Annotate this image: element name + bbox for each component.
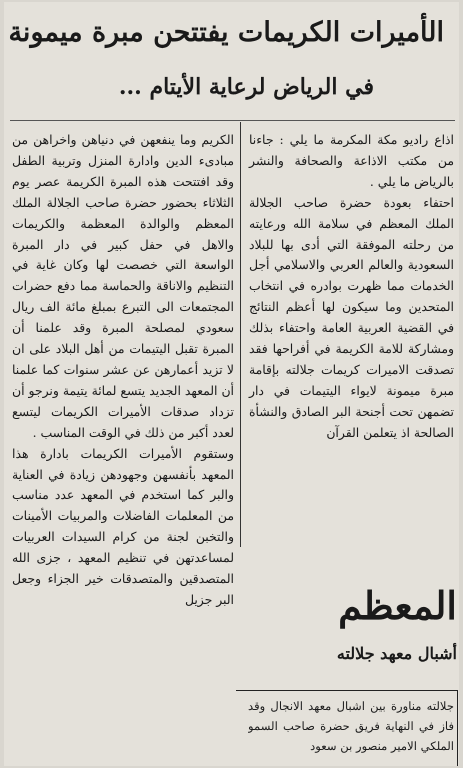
paragraph: الكريم وما ينفعهن في دنياهن واخراهن من مبادىء الدين وادارة المنزل وتربية الطفل وقد افتتحت هذه المبرة الكريمة عصر يوم الثلاثاء بحضور حضرة صاحب الجلالة الملك المعظم والوالدة المعظمة والكريمات والاهل في حفل كبير في دار المبرة الواسعة التي خصصت لها وكان غاية في التنظيم والاناقة والحماسة مما دفع حضرات المجتمعات الى التبرع بمبلغ مائة الف ريال سعودي لمصلحة المبرة وقد علمنا أن المبرة تقبل اليتيمات من أهل البلاد على ان لا تزيد أعمارهن عن عشر سنوات كما علمنا أن المعهد الجديد يتسع لمائة يتيمة ونرجو أن تزداد صدقات الأميرات الكريمات ليتسع لعدد أكبر من ذلك في الوقت المناسب . [12,132,234,440]
second-article-body [248,696,454,766]
paragraph: جلالته مناورة بين اشبال معهد الانجال وقد فاز في النهاية فريق حضرة صاحب السمو الملكي الامير منصور بن سعود [248,699,454,753]
second-article-subheadline: أشبال معهد جلالته [336,644,457,663]
horizontal-rule [10,120,455,121]
column-divider [240,122,241,547]
headline: الأميرات الكريمات يفتتحن مبرة ميمونة [8,17,444,48]
column-left [12,130,234,765]
column-right [249,130,454,550]
second-article-headline: المعظم [338,583,457,628]
paragraph: اذاع راديو مكة المكرمة ما يلي : جاءنا من مكتب الاذاعة والصحافة والنشر بالرياض ما يلي . [249,132,454,189]
paragraph: وستقوم الأميرات الكريمات بادارة هذا المعهد بأنفسهن وجهودهن زيادة في العناية والبر كما استخدم في المعهد عدد مناسب من المعلمات الفاضلات والمربيات الأمينات والتخبن لجنة من كرام السيدات العربيات لمساعدتهن في تنظيم المعهد ، جزى الله المتصدقين والمتصدقات خير الجزاء وجعل البر جزيل [12,445,234,607]
subheadline: في الرياض لرعاية الأيتام ... [118,74,374,100]
paragraph: احتفاء بعودة حضرة صاحب الجلالة الملك المعظم في سلامة الله ورعايته من رحلته الموفقة التي أدى بها للبلاد السعودية والعالم العربي والاسلامي أجل الخدمات مما ظهرت بوادره في انتخاب المتحدين وما سيكون لها أعظم النتائج في القضية العربية العامة واحتفاء بذلك ومشاركة للامة الكريمة في أفراحها فقد تصدقت الاميرات كريمات جلالته بإقامة مبرة ميمونة لايواء اليتيمات في دار تضمهن تحت أجنحة البر الصادق والنشأة الصالحة اذ يتعلمن القرآن [249,194,454,440]
newspaper-page [4,2,459,766]
